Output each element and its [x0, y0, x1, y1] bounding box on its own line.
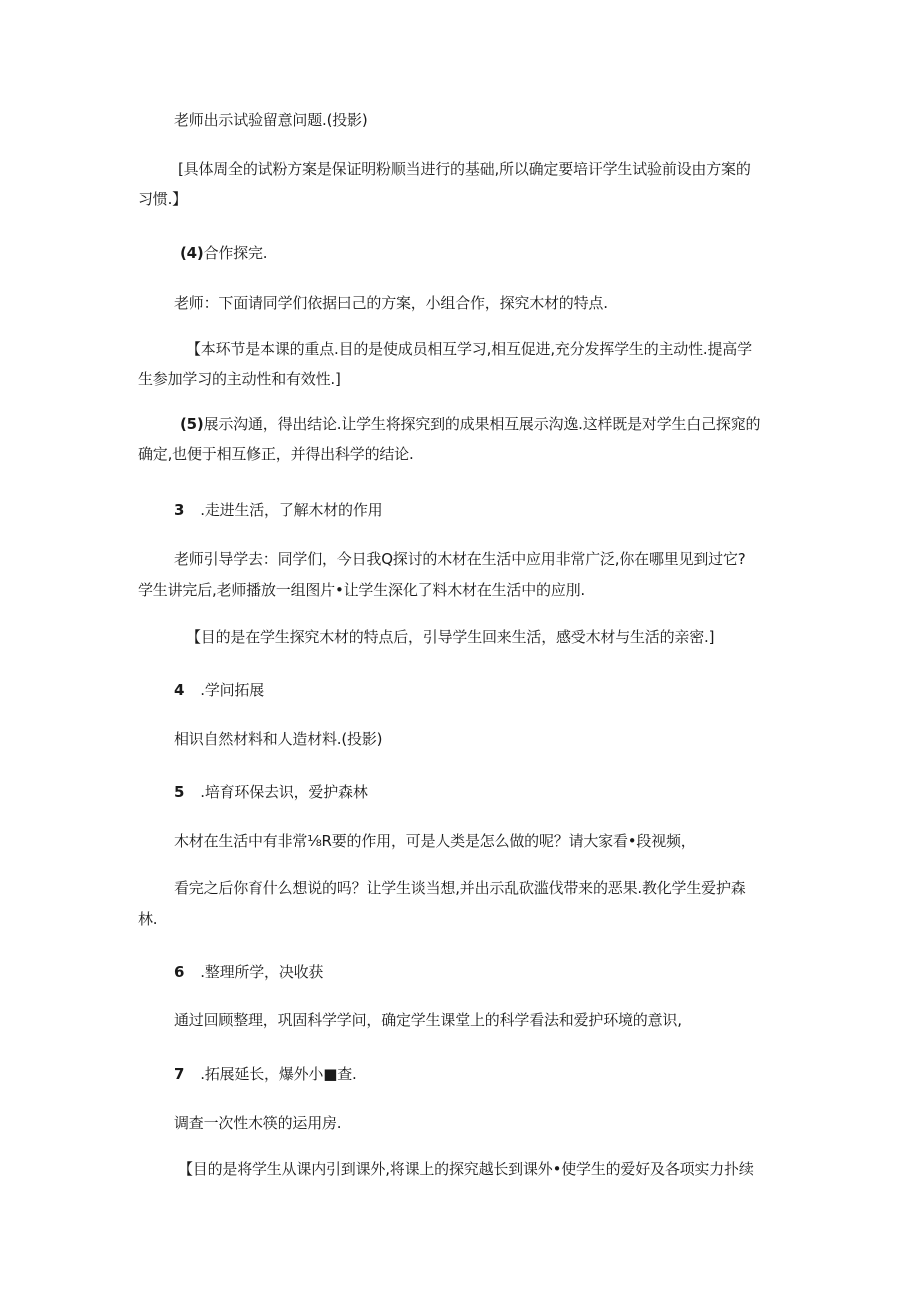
subsection-5-number: (5) — [180, 415, 204, 433]
paragraph-key-point-line1: 【本环节是本课的重点.目的是使成员相互学习,相互促进,充分发挥学生的主动性.提高学 — [186, 340, 752, 358]
subsection-4-heading — [180, 243, 267, 263]
paragraph-survey: 调查一次性木筷的运用房. — [174, 1114, 342, 1132]
heading-6-title: .整理所学，决收获 — [200, 963, 324, 981]
heading-3-title: .走进生活，了解木材的作用 — [200, 501, 383, 519]
heading-3-number: 3 — [174, 501, 185, 519]
paragraph-plan-note-line2: 习惯.】 — [138, 190, 187, 208]
heading-5-title: .培育环保去识，爱护森林 — [200, 783, 368, 801]
paragraph-teacher-guides-line1: 老师引导学去：同学们，今日我Q探讨的木材在生活中应用非常广泛,你在哪里见到过它? — [174, 550, 746, 568]
heading-7-number: 7 — [174, 1065, 185, 1083]
heading-6 — [174, 962, 323, 982]
paragraph-purpose-life: 【目的是在学生探究木材的特点后，引导学生回来生活，感受木材与生活的亲密.] — [186, 628, 715, 646]
paragraph-teacher-group-work: 老师：下面请同学们依据曰己的方案，小组合作，探究木材的特点. — [174, 294, 608, 312]
subsection-5-line1 — [180, 414, 760, 434]
heading-4-title: .学问拓展 — [200, 681, 265, 699]
paragraph-teacher-shows-questions: 老师出示试验留意问题.(投影) — [174, 111, 368, 129]
heading-7 — [174, 1064, 357, 1084]
heading-7-title: .拓展延长，爆外小■查. — [200, 1065, 357, 1083]
paragraph-key-point-line2: 生参加学习的主动性和有效性.] — [138, 370, 341, 388]
heading-4 — [174, 680, 264, 700]
paragraph-review: 通过回顾整理，巩固科学学问，确定学生课堂上的科学看法和爱护环境的意识, — [174, 1011, 682, 1029]
heading-3 — [174, 500, 382, 520]
paragraph-plan-note-line1: [具体周全的试粉方案是保证明粉顺当进行的基础,所以确定要培讦学生试验前设由方案的 — [178, 160, 751, 178]
paragraph-after-video-line1: 看完之后你育什么想说的吗？让学生谈当想,并出示乱砍滥伐带来的恶果.教化学生爱护森 — [174, 879, 746, 897]
subsection-5-line2: 确定,也便于相互修正，并得出科学的结论. — [138, 445, 414, 463]
paragraph-after-video-line2: 林. — [138, 910, 158, 928]
heading-5 — [174, 782, 368, 802]
subsection-5-text: 展示沟通，得出结论.让学生将探究到的成果相互展示沟逸.这样既是对学生白己探窕的 — [203, 415, 761, 433]
heading-6-number: 6 — [174, 963, 185, 981]
paragraph-teacher-guides-line2: 学生讲完后,老师播放一组图片•让学生深化了料木材在生活中的应刖. — [138, 581, 585, 599]
subsection-4-number: (4) — [180, 244, 204, 262]
paragraph-purpose-extend: 【目的是将学生从课内引到课外,将课上的探究越长到课外•使学生的爱好及各项实力扑续 — [178, 1160, 754, 1178]
subsection-4-title: 合作探完. — [203, 244, 268, 262]
heading-4-number: 4 — [174, 681, 185, 699]
paragraph-wood-video: 木材在生活中有非常⅛R要的作用，可是人类是怎么做的呢？请大家看•段视频， — [174, 832, 696, 850]
heading-5-number: 5 — [174, 783, 185, 801]
paragraph-materials: 相识自然材料和人造材料.(投影) — [174, 730, 383, 748]
